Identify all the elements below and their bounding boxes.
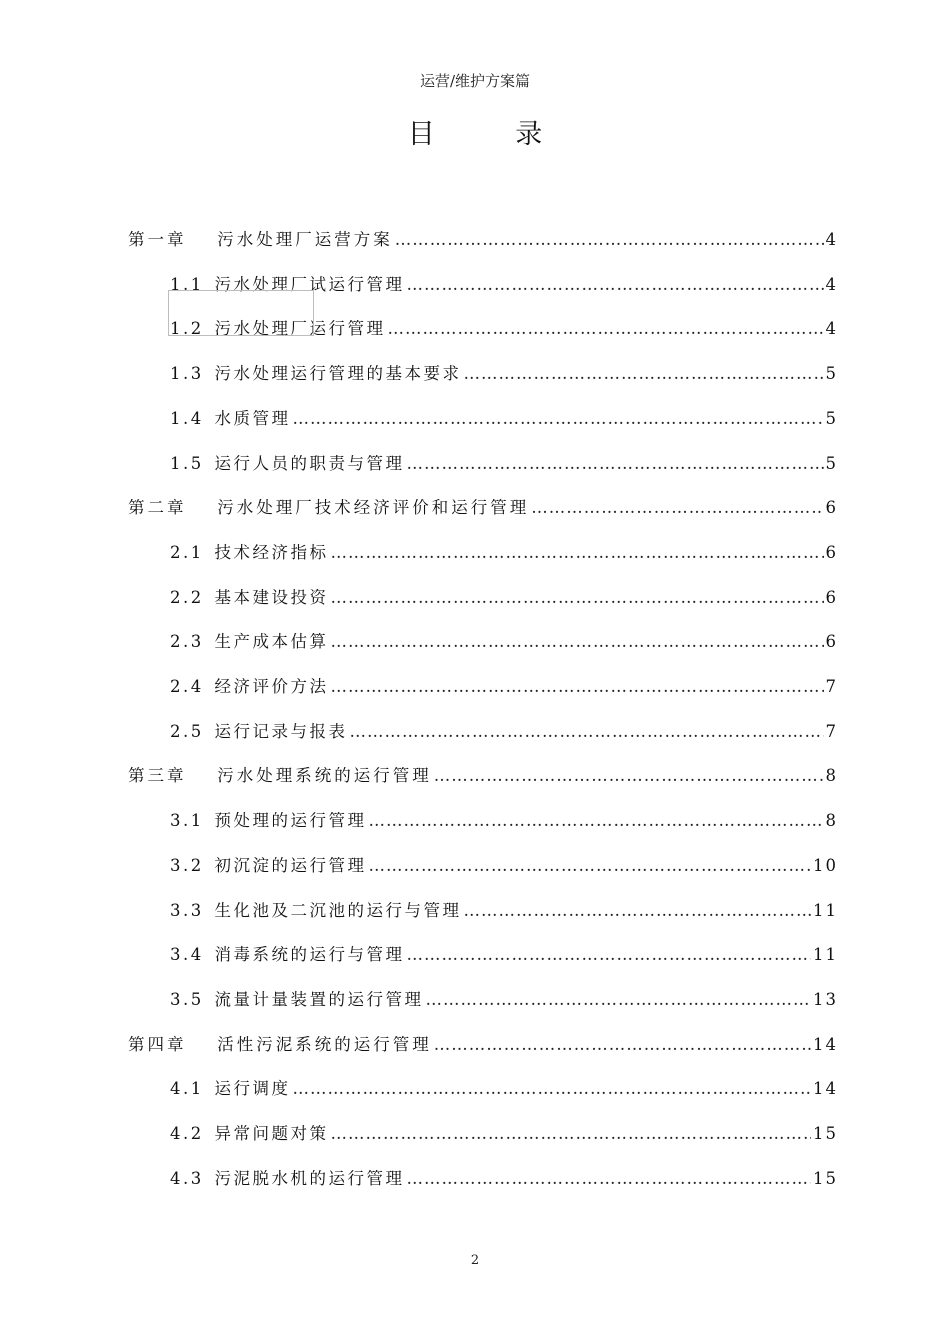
toc-section-entry[interactable] [170,628,838,654]
toc-entry-title: 1.4 水质管理 [170,408,291,428]
toc-leader-dots [531,498,823,517]
toc-chapter-entry[interactable] [128,1031,838,1057]
toc-page-number: 6 [825,498,838,518]
toc-page-number: 5 [825,453,838,473]
toc-page-number: 15 [813,1168,838,1188]
toc-page-number: 4 [825,274,838,294]
toc-entry-title: 2.2 基本建设投资 [170,587,329,607]
toc-entry-title: 第三章 污水处理系统的运行管理 [128,766,432,786]
toc-section-entry[interactable] [170,405,838,431]
toc-page-number: 5 [825,364,838,384]
toc-section-entry[interactable] [170,1165,838,1191]
toc-entry-title: 第一章 污水处理厂运营方案 [128,230,393,249]
toc-leader-dots [293,409,824,428]
toc-leader-dots [407,945,812,964]
toc-entry-title: 1.1 污水处理厂试运行管理 [170,274,405,294]
toc-page-number: 6 [825,632,838,652]
toc-section-entry[interactable] [170,718,838,744]
toc-leader-dots [331,1124,812,1143]
toc-leader-dots [464,901,812,920]
toc-chapter-entry[interactable] [128,762,838,788]
toc-leader-dots [407,454,824,473]
toc-entry-title: 4.3 污泥脱水机的运行管理 [170,1168,405,1188]
toc-page-number: 11 [813,945,838,965]
toc-section-entry[interactable] [170,807,838,833]
toc-section-entry[interactable] [170,450,838,476]
toc-entry-title: 1.2 污水处理厂运行管理 [170,319,386,339]
toc-section-entry[interactable] [170,539,838,565]
toc-page-number: 14 [813,1034,838,1054]
toc-page-number: 5 [825,408,838,428]
toc-section-entry[interactable] [170,271,838,297]
toc-entry-title: 3.5 流量计量装置的运行管理 [170,989,424,1009]
toc-section-entry[interactable] [170,673,838,699]
toc-section-entry[interactable] [170,986,838,1012]
toc-page-number: 8 [825,811,838,831]
toc-leader-dots [331,677,824,696]
toc-entry-title: 2.1 技术经济指标 [170,542,329,562]
toc-leader-dots [426,990,812,1009]
toc-page-number: 7 [825,721,838,741]
toc-section-entry[interactable] [170,1120,838,1146]
toc-section-entry[interactable] [170,315,838,341]
toc-entry-title: 第四章 活性污泥系统的运行管理 [128,1034,432,1054]
toc-page-number: 11 [813,900,838,920]
toc-leader-dots [434,1035,811,1054]
toc-page-number: 8 [825,766,838,786]
toc-page-number: 4 [825,230,838,249]
toc-leader-dots [395,230,824,249]
toc-entry-title: 3.1 预处理的运行管理 [170,811,367,831]
toc-page-number: 13 [813,989,838,1009]
toc-entry-title: 1.3 污水处理运行管理的基本要求 [170,364,462,384]
toc-leader-dots [331,588,824,607]
toc-section-entry[interactable] [170,852,838,878]
toc-entry-title: 3.4 消毒系统的运行与管理 [170,945,405,965]
toc-entry-title: 4.2 异常问题对策 [170,1124,329,1143]
toc-section-entry[interactable] [170,584,838,610]
toc-leader-dots [350,722,824,741]
toc-leader-dots [407,1169,812,1188]
page-number: 2 [470,1253,480,1268]
toc-page-number: 4 [825,319,838,339]
toc-section-entry[interactable] [170,941,838,967]
toc-leader-dots [293,1079,812,1098]
toc-leader-dots [331,543,824,562]
toc-section-entry[interactable] [170,897,838,923]
toc-page-number: 10 [813,855,838,875]
toc-leader-dots [388,319,824,338]
toc-page-number: 7 [825,677,838,696]
toc-entry-title: 2.3 生产成本估算 [170,632,329,652]
toc-leader-dots [369,856,812,875]
toc-entry-title: 1.5 运行人员的职责与管理 [170,453,405,473]
toc-entry-title: 3.3 生化池及二沉池的运行与管理 [170,900,462,920]
toc-leader-dots [407,275,824,294]
toc-entry-title: 2.5 运行记录与报表 [170,721,348,741]
toc-title: 目 录 [407,119,579,150]
toc-leader-dots [331,632,824,651]
toc-chapter-entry[interactable] [128,494,838,520]
toc-leader-dots [434,766,824,785]
toc-section-entry[interactable] [170,360,838,386]
toc-leader-dots [464,364,824,383]
toc-entry-title: 3.2 初沉淀的运行管理 [170,855,367,875]
toc-page-number: 15 [813,1124,838,1143]
toc-entry-title: 第二章 污水处理厂技术经济评价和运行管理 [128,498,530,518]
page-header: 运营/维护方案篇 [419,72,531,90]
toc-page-number: 14 [813,1079,838,1099]
toc-entry-title: 2.4 经济评价方法 [170,677,329,696]
toc-page-number: 6 [825,542,838,562]
toc-entry-title: 4.1 运行调度 [170,1079,291,1099]
toc-section-entry[interactable] [170,1075,838,1101]
toc-leader-dots [369,811,824,830]
toc-chapter-entry[interactable] [128,226,838,252]
toc-page-number: 6 [825,587,838,607]
